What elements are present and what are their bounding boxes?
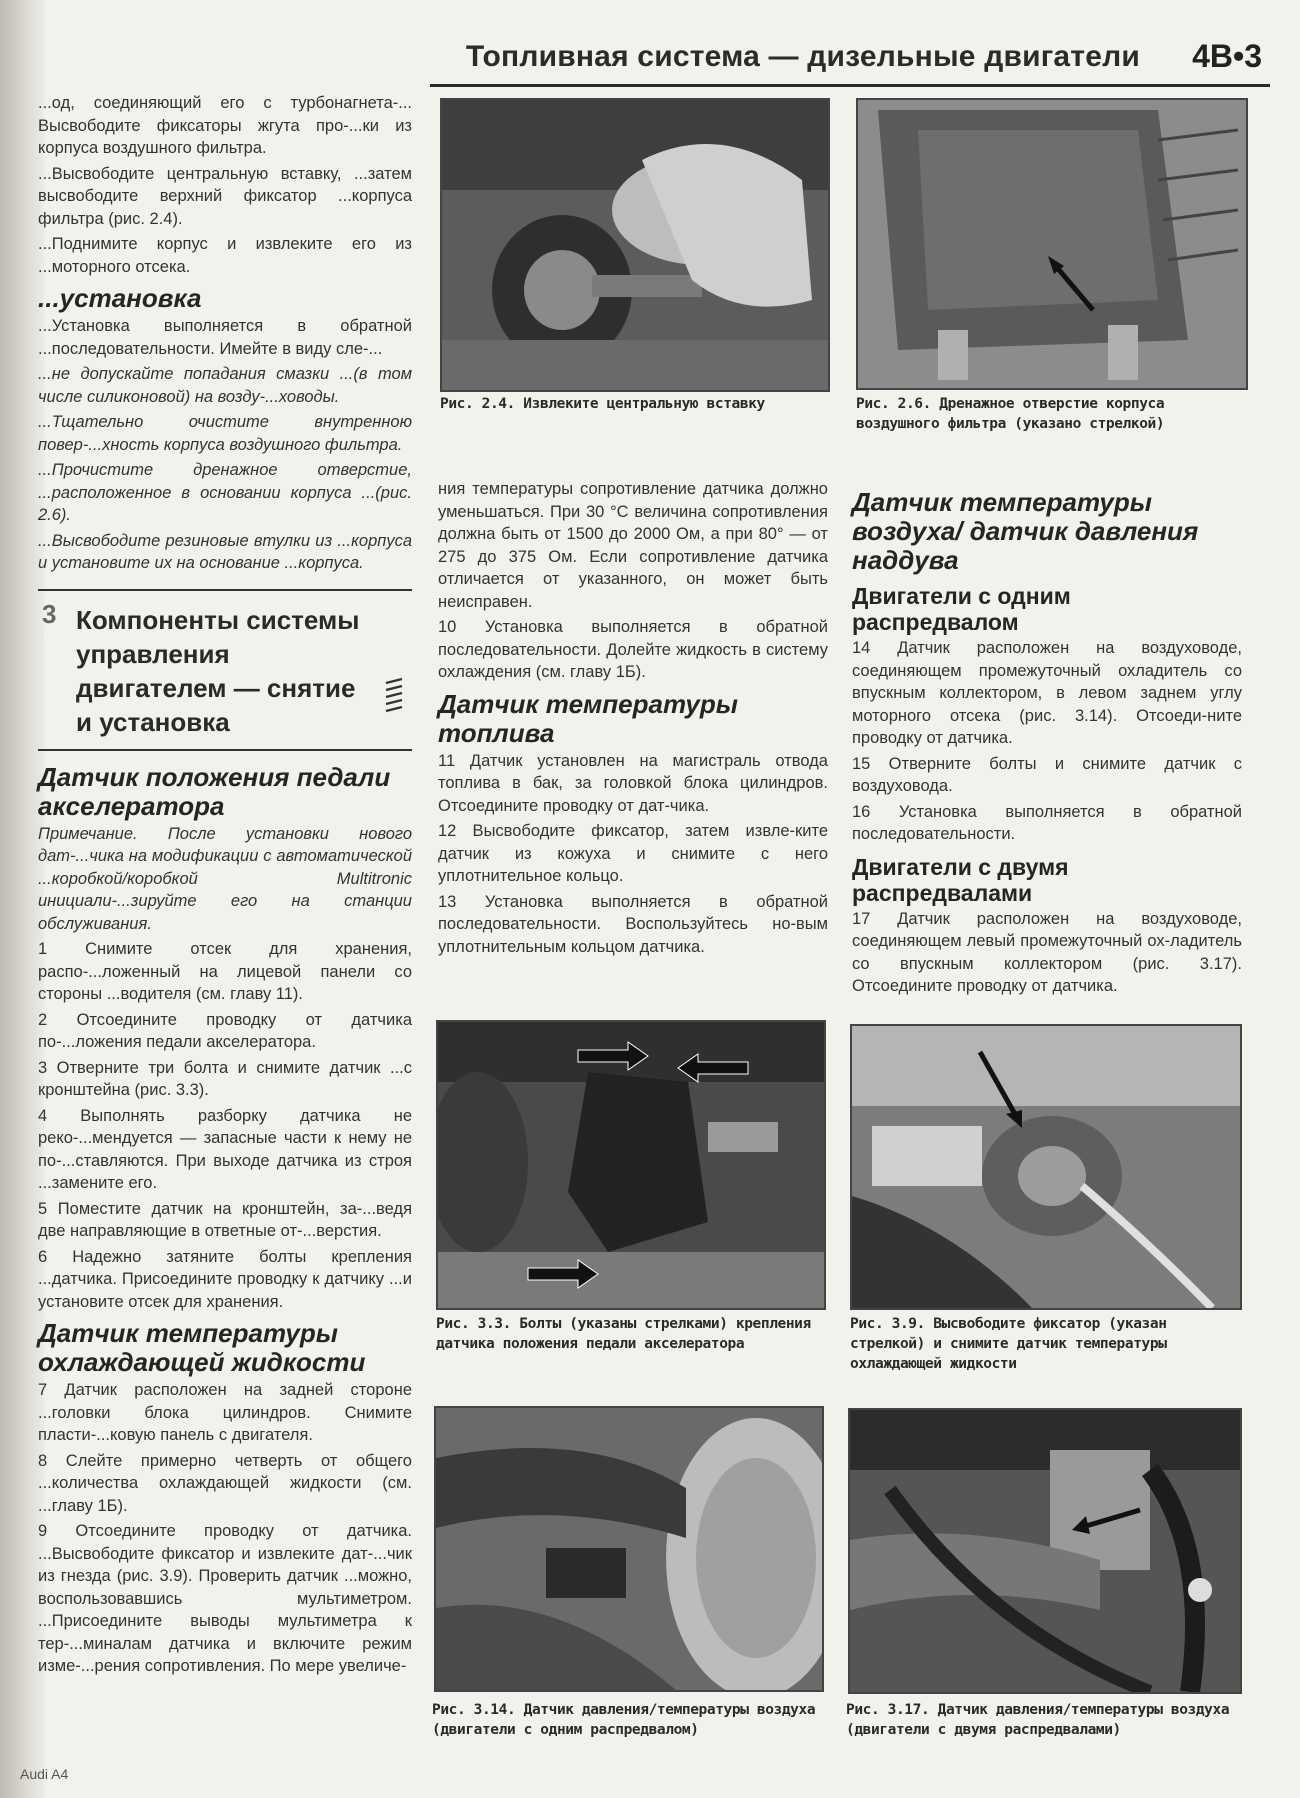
paragraph: 10 Установка выполняется в обратной последовательности. Долейте жидкость в систему охлаждения (см. главу 1Б). <box>438 618 828 681</box>
caption-fig-2-4: Рис. 2.4. Извлеките центральную вставку <box>440 396 765 412</box>
photo-fig-3-3 <box>436 1020 826 1310</box>
caption-fig-3-9: Рис. 3.9. Высвободите фиксатор (указан стрелкой) и снимите датчик температуры охлаждающей жидкости <box>850 1316 1167 1372</box>
page-header <box>430 38 1270 87</box>
paragraph: 1 Снимите отсек для хранения, распо-...ложенный на лицевой панели со стороны ...водителя (см. главу 11). <box>38 940 412 1003</box>
photo-fig-3-14 <box>434 1406 824 1692</box>
section-number: 3 <box>42 598 57 629</box>
page-number: 4B•3 <box>1192 38 1262 74</box>
paragraph: 16 Установка выполняется в обратной последовательности. <box>852 802 1242 843</box>
paragraph: ...од, соединяющий его с турбонагнета-... Высвободите фиксаторы жгута про-...ки из корпуса воздушного фильтра. <box>38 94 412 157</box>
paragraph: 8 Слейте примерно четверть от общего ...количества охлаждающей жидкости (см. ...главу 1Б). <box>38 1451 412 1515</box>
paragraph: 11 Датчик установлен на магистраль отвода топлива в бак, за головкой блока цилиндров. Отсоедините проводку от дат-чика. <box>438 751 828 815</box>
paragraph: ...Прочистите дренажное отверстие, ...расположенное в основании корпуса ...(рис. 2.6). <box>38 461 412 524</box>
subheading-air-sensor: Датчик температуры воздуха/ датчик давления наддува <box>852 487 1199 575</box>
paragraph: 5 Поместите датчик на кронштейн, за-...ведя две направляющие в ответные от-...верстия. <box>38 1199 412 1240</box>
text-column-left <box>38 92 412 1681</box>
subheading-coolant-sensor: Датчик температуры охлаждающей жидкости <box>38 1318 366 1377</box>
subheading-single-cam: Двигатели с одним распредвалом <box>852 583 1071 635</box>
paragraph: 6 Надежно затяните болты крепления ...датчика. Присоедините проводку к датчику ...и установите отсек для хранения. <box>38 1247 412 1311</box>
paragraph: 12 Высвободите фиксатор, затем извле-ките датчик из кожуха и снимите с него уплотнительное кольцо. <box>438 822 828 885</box>
photo-fig-2-6 <box>856 98 1248 390</box>
paragraph: 9 Отсоедините проводку от датчика. ...Высвободите фиксатор и извлеките дат-...чик из гнезда (рис. 3.9). Проверить датчик ...можно, воспользовавшись мультиметром. ...Присоедините выводы мультиметра к тер-...миналам датчика и включите режим изме-...рения сопротивления. По мере увеличе- <box>38 1522 412 1675</box>
photo-fig-3-9 <box>850 1024 1242 1310</box>
paragraph: ...Установка выполняется в обратной ...последовательности. Имейте в виду сле-... <box>38 317 412 358</box>
subheading-fuel-sensor: Датчик температуры топлива <box>438 688 738 748</box>
caption-fig-2-6: Рис. 2.6. Дренажное отверстие корпуса воздушного фильтра (указано стрелкой) <box>856 396 1165 432</box>
caption-fig-3-17: Рис. 3.17. Датчик давления/температуры воздуха (двигатели с двумя распредвалами) <box>846 1702 1230 1738</box>
note: Примечание. После установки нового дат-...чика на модификации с автоматической ...коробкой/коробкой Multitronic инициали-...зируйте его на станции обслуживания. <box>38 824 412 933</box>
paragraph: 7 Датчик расположен на задней стороне ...головки блока цилиндров. Снимите пласти-...ковую панель с двигателя. <box>38 1381 412 1444</box>
photo-fig-2-4 <box>440 98 830 392</box>
section-title: Компоненты системы управления двигателем — снятие и установка <box>76 604 360 737</box>
paragraph: ...Высвободите центральную вставку, ...затем высвободите верхний фиксатор ...корпуса фильтра (рис. 2.4). <box>38 164 412 228</box>
text-column-right <box>852 482 1242 1001</box>
subheading-dual-cam: Двигатели с двумя распредвалами <box>852 853 1069 906</box>
caption-fig-3-3: Рис. 3.3. Болты (указаны стрелками) крепления датчика положения педали акселератора <box>436 1316 811 1352</box>
paragraph: 13 Установка выполняется в обратной последовательности. Воспользуйтесь но-вым уплотнительным кольцом датчика. <box>438 892 828 956</box>
paragraph: ния температуры сопротивление датчика должно уменьшаться. При 30 °С величина сопротивления должна быть от 1500 до 2000 Ом, а при 80° — от 275 до 375 Ом. Если сопротивление датчика отличается от указанного, он может быть неисправен. <box>438 480 828 611</box>
paragraph: ...Тщательно очистите внутренною повер-...хность корпуса воздушного фильтра. <box>38 413 412 454</box>
paragraph: 15 Отверните болты и снимите датчик с воздуховода. <box>852 754 1242 795</box>
page-footer: Audi A4 <box>20 1766 69 1782</box>
paragraph: ...Высвободите резиновые втулки из ...корпуса и установите их на основание ...корпуса. <box>38 531 412 572</box>
photo-fig-3-17 <box>848 1408 1242 1694</box>
section-heading-box <box>38 589 412 751</box>
caption-fig-3-14: Рис. 3.14. Датчик давления/температуры воздуха (двигатели с одним распредвалом) <box>432 1702 816 1738</box>
text-column-middle <box>438 478 828 961</box>
paragraph: 4 Выполнять разборку датчика не реко-...мендуется — запасные части к нему не по-...ставляются. При выходе датчика из строя ...замените его. <box>38 1106 412 1192</box>
paragraph: 17 Датчик расположен на воздуховоде, соединяющем левый промежуточный ох-ладитель со впускным коллектором (рис. 3.17). Отсоедините проводку от датчика. <box>852 909 1242 995</box>
subheading-install: ...установка <box>38 283 202 313</box>
paragraph: 3 Отверните три болта и снимите датчик ...с кронштейна (рис. 3.3). <box>38 1058 412 1099</box>
paragraph: ...Поднимите корпус и извлеките его из ...моторного отсека. <box>38 235 412 276</box>
paragraph: ...не допускайте попадания смазки ...(в том числе силиконовой) на возду-...ховоды. <box>38 365 412 406</box>
spanner-rating-icon <box>382 675 408 715</box>
subheading-pedal-sensor: Датчик положения педали акселератора <box>38 761 391 821</box>
paragraph: 2 Отсоедините проводку от датчика по-...ложения педали акселератора. <box>38 1010 412 1051</box>
page-title: Топливная система — дизельные двигатели <box>465 40 1140 73</box>
paragraph: 14 Датчик расположен на воздуховоде, соединяющем промежуточный охладитель со впускным коллектором, в левом заднем углу моторного отсека (рис. 3.14). Отсоеди-ните проводку от датчика. <box>852 639 1242 747</box>
